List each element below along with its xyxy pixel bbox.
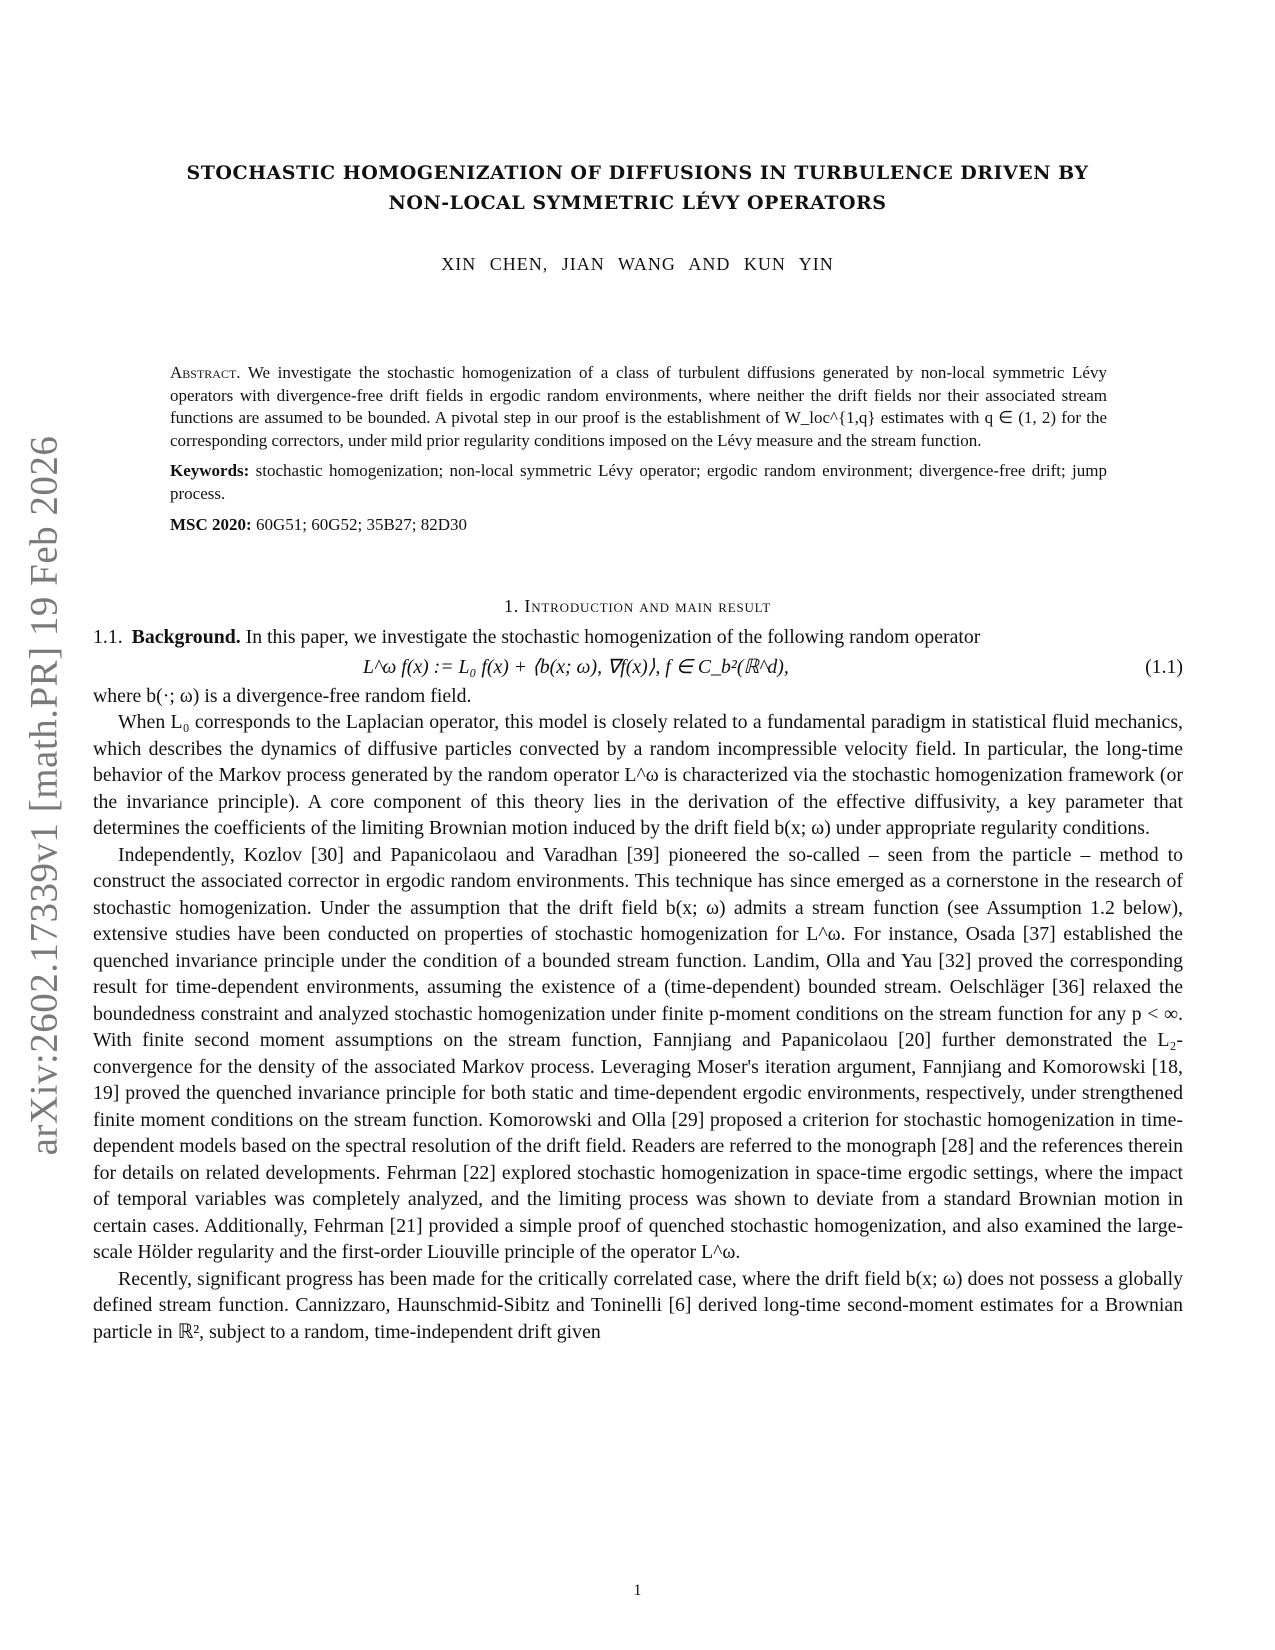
page-number: 1 bbox=[633, 1582, 642, 1599]
paper-title bbox=[100, 158, 1175, 218]
subsection-title: Background. bbox=[131, 626, 241, 648]
equation-1-1: L^ω f(x) := L₀ f(x) + ⟨b(x; ω), ∇f(x)⟩, f ∈ C_b²(ℝ^d), bbox=[363, 655, 789, 678]
section-heading: 1. Introduction and main result bbox=[504, 596, 771, 616]
msc-label: MSC 2020: bbox=[170, 514, 252, 534]
abstract-text: We investigate the stochastic homogenization of a class of turbulent diffusions generated by non-local symmetric Lévy operators with divergence-free drift fields in ergodic random environments, where neither the drift fields nor their associated stream functions are assumed to be bounded. A pivotal step in our proof is the establishment of W_loc^{1,q} estimates with q ∈ (1, 2) for the corresponding correctors, under mild prior regularity conditions imposed on the Lévy measure and the stream function. bbox=[170, 363, 1107, 450]
arxiv-identifier: arXiv:2602.17339v1 [math.PR] 19 Feb 2026 bbox=[22, 435, 66, 1155]
keywords-paragraph bbox=[170, 460, 1107, 505]
subsection-number: 1.1. bbox=[93, 626, 123, 648]
keywords-label: Keywords: bbox=[170, 461, 250, 481]
paper-authors: XIN CHEN, JIAN WANG AND KUN YIN bbox=[441, 254, 834, 274]
abstract-label: Abstract. bbox=[170, 363, 241, 382]
paper-title-line-2: NON-LOCAL SYMMETRIC LÉVY OPERATORS bbox=[388, 192, 887, 214]
paragraph-recent: Recently, significant progress has been made for the critically correlated case, where the drift field b(x; ω) does not possess a globally defined stream function. Cannizzaro, Haunschmid-Sibitz and Toninelli [6] derived long-time second-moment estimates for a Brownian particle in ℝ², subject to a random, time-independent drift given bbox=[93, 1267, 1183, 1343]
body-text bbox=[93, 624, 1183, 1345]
msc-paragraph bbox=[170, 514, 1107, 537]
equation-row bbox=[93, 651, 1183, 683]
after-equation-text: where b(·; ω) is a divergence-free random field. bbox=[93, 684, 472, 707]
arxiv-identifier-sidebar bbox=[14, 420, 74, 1170]
intro-sentence: In this paper, we investigate the stochastic homogenization of the following random operator bbox=[245, 626, 981, 648]
paper-title-line-1: STOCHASTIC HOMOGENIZATION OF DIFFUSIONS IN TURBULENCE DRIVEN BY bbox=[186, 162, 1089, 184]
msc-text: 60G51; 60G52; 35B27; 82D30 bbox=[255, 514, 468, 534]
background-intro bbox=[93, 624, 1183, 651]
paragraph-laplacian: When L₀ corresponds to the Laplacian operator, this model is closely related to a fundamental paradigm in statistical fluid mechanics, which describes the dynamics of diffusive particles convected by a random incompressible velocity field. In particular, the long-time behavior of the Markov process generated by the random operator L^ω is characterized via the stochastic homogenization framework (or the invariance principle). A core component of this theory lies in the derivation of the effective diffusivity, a key parameter that determines the coefficients of the limiting Brownian motion induced by the drift field b(x; ω) under appropriate regularity conditions. bbox=[93, 711, 1183, 839]
paragraph-literature: Independently, Kozlov [30] and Papanicolaou and Varadhan [39] pioneered the so-called – seen from the particle – method to construct the associated corrector in ergodic random environments. This technique has since emerged as a cornerstone in the research of stochastic homogenization. Under the assumption that the drift field b(x; ω) admits a stream function (see Assumption 1.2 below), extensive studies have been conducted on properties of stochastic homogenization for L^ω. For instance, Osada [37] established the quenched invariance principle under the condition of a bounded stream function. Landim, Olla and Yau [32] proved the corresponding result for time-dependent environments, assuming the existence of a (time-dependent) bounded stream. Oelschläger [36] relaxed the boundedness constraint and analyzed stochastic homogenization under finite p-moment conditions on the stream function for any p < ∞. With finite second moment assumptions on the stream function, Fannjiang and Papanicolaou [20] further demonstrated the L₂-convergence for the density of the associated Markov process. Leveraging Moser's iteration argument, Fannjiang and Komorowski [18, 19] proved the quenched invariance principle for both static and time-dependent ergodic environments, respectively, under strengthened finite moment conditions on the stream function. Komorowski and Olla [29] proposed a criterion for stochastic homogenization in time-dependent models based on the spectral resolution of the drift field. Readers are referred to the monograph [28] and the references therein for details on related developments. Fehrman [22] explored stochastic homogenization in space-time ergodic settings, where the impact of temporal variables was completely analyzed, and the limiting process was shown to deviate from a standard Brownian motion in certain cases. Additionally, Fehrman [21] provided a simple proof of quenched stochastic homogenization, and also examined the large-scale Hölder regularity and the first-order Liouville principle of the operator L^ω. bbox=[93, 843, 1183, 1263]
abstract-block bbox=[170, 362, 1107, 544]
abstract-paragraph bbox=[170, 362, 1107, 452]
keywords-text: stochastic homogenization; non-local symmetric Lévy operator; ergodic random environment; divergence-free drift; jump process. bbox=[170, 461, 1107, 503]
equation-number: (1.1) bbox=[1145, 655, 1183, 678]
